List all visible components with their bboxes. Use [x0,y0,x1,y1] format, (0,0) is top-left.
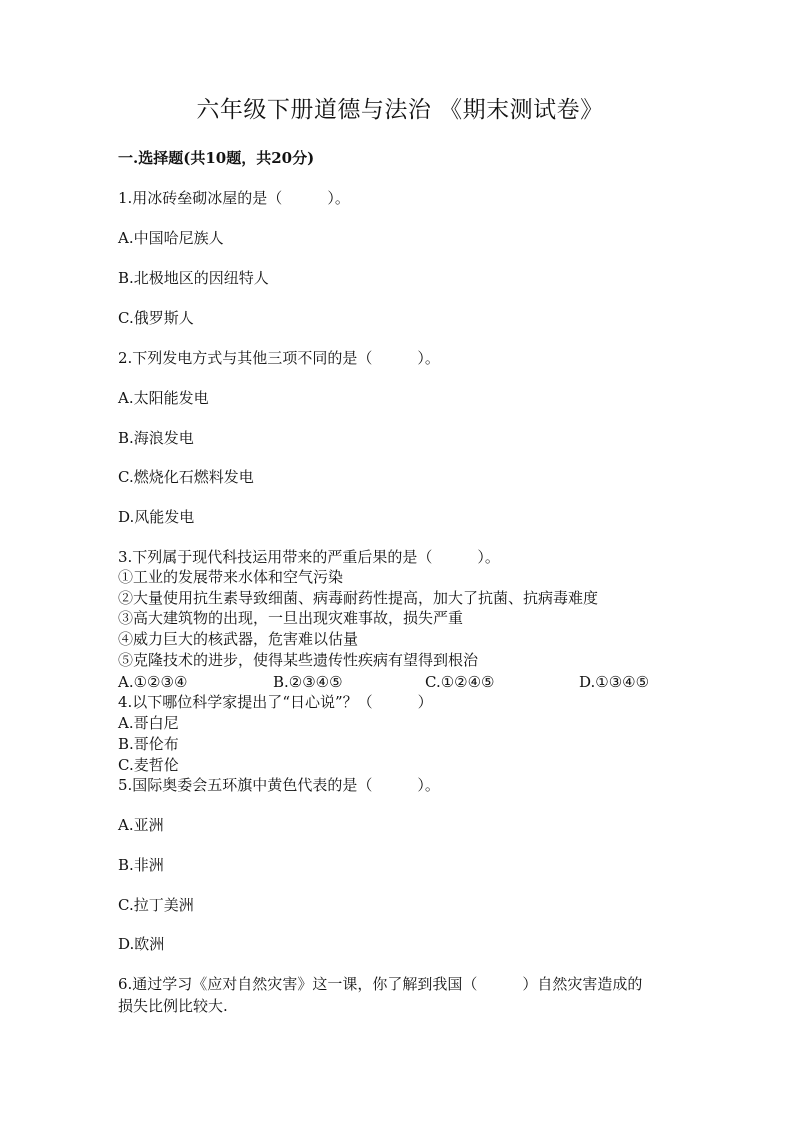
question-2-option-c: C.燃烧化石燃料发电 [118,468,254,486]
question-1-option-a: A.中国哈尼族人 [118,229,224,247]
question-3-option-c: C.①②④⑤ [425,673,495,691]
question-3-item-5: ⑤克隆技术的进步，使得某些遗传性疾病有望得到根治 [118,651,479,669]
question-4-option-c: C.麦哲伦 [118,756,179,774]
question-3-stem: 3.下列属于现代科技运用带来的严重后果的是（ ）。 [118,548,500,566]
question-4-option-b: B.哥伦布 [118,735,179,753]
question-3-option-d: D.①③④⑤ [579,673,650,691]
question-5-option-c: C.拉丁美洲 [118,896,194,914]
question-2-option-d: D.风能发电 [118,508,195,526]
question-3-item-1: ①工业的发展带来水体和空气污染 [118,568,344,586]
question-3-option-a: A.①②③④ [118,673,188,691]
section-heading: 一.选择题(共10题，共20分) [118,149,315,167]
question-4-option-a: A.哥白尼 [118,714,179,732]
question-1-option-c: C.俄罗斯人 [118,309,194,327]
question-5-stem: 5.国际奥委会五环旗中黄色代表的是（ ）。 [118,776,440,794]
question-1-stem: 1.用冰砖垒砌冰屋的是（ ）。 [118,189,350,207]
question-5-option-d: D.欧洲 [118,935,165,953]
question-2-option-a: A.太阳能发电 [118,389,209,407]
question-6-stem-line-2: 损失比例比较大. [118,997,228,1015]
question-2-stem: 2.下列发电方式与其他三项不同的是（ ）。 [118,349,440,367]
question-3-option-b: B.②③④⑤ [273,673,343,691]
question-6-stem-line-1: 6.通过学习《应对自然灾害》这一课，你了解到我国（ ）自然灾害造成的 [118,975,643,993]
question-3-item-2: ②大量使用抗生素导致细菌、病毒耐药性提高，加大了抗菌、抗病毒难度 [118,589,599,607]
question-1-option-b: B.北极地区的因纽特人 [118,269,269,287]
question-3-item-4: ④威力巨大的核武器，危害难以估量 [118,630,359,648]
question-2-option-b: B.海浪发电 [118,429,194,447]
question-4-stem: 4.以下哪位科学家提出了“日心说”？（ ） [118,693,433,711]
page-title: 六年级下册道德与法治 《期末测试卷》 [196,97,604,123]
question-3-item-3: ③高大建筑物的出现，一旦出现灾难事故，损失严重 [118,609,464,627]
question-5-option-b: B.非洲 [118,856,164,874]
question-5-option-a: A.亚洲 [118,816,164,834]
